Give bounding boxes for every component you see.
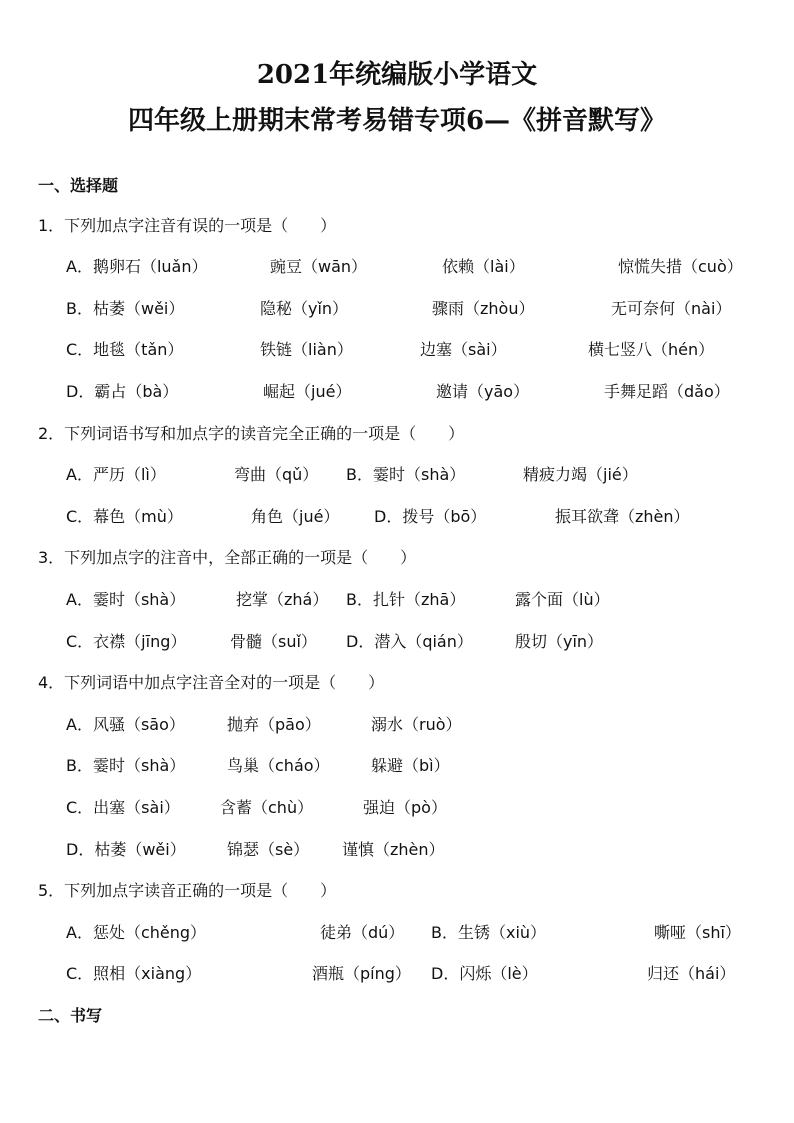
question-5-stem: 5．下列加点字读音正确的一项是（ ） xyxy=(38,881,337,900)
q5-option-item: D．闪烁（lè） xyxy=(431,964,538,983)
q4-option-c-item: C．出塞（sài） xyxy=(66,798,180,817)
q4-option-a-item: 溺水（ruò） xyxy=(371,715,462,734)
q1-option-c-item: 铁链（liàn） xyxy=(260,340,353,359)
q5-option-item: A．惩处（chěng） xyxy=(66,923,207,942)
q2-option-item: D．拨号（bō） xyxy=(374,507,487,526)
q1-option-a-item: 依赖（lài） xyxy=(442,257,525,276)
q4-option-b-item: B．霎时（shà） xyxy=(66,756,186,775)
q5-option-item: 归还（hái） xyxy=(647,964,736,983)
question-3-stem: 3．下列加点字的注音中，全部正确的一项是（ ） xyxy=(38,548,417,567)
q2-option-item: 弯曲（qǔ） xyxy=(234,465,319,484)
q2-option-item: 精疲力竭（jié） xyxy=(523,465,638,484)
q5-option-item: 酒瓶（píng） xyxy=(312,964,411,983)
q5-option-item: 嘶哑（shī） xyxy=(654,923,741,942)
section-heading-writing: 二、书写 xyxy=(38,1006,103,1025)
q3-option-item: C．衣襟（jīng） xyxy=(66,632,187,651)
q4-option-c-item: 含蓄（chù） xyxy=(220,798,314,817)
q4-option-a-item: A．风骚（sāo） xyxy=(66,715,185,734)
q2-option-item: B．霎时（shà） xyxy=(346,465,466,484)
q3-option-item: 骨髓（suǐ） xyxy=(230,632,317,651)
question-4-stem: 4．下列词语中加点字注音全对的一项是（ ） xyxy=(38,673,385,692)
q1-option-c-item: C．地毯（tǎn） xyxy=(66,340,184,359)
q2-option-item: C．幕色（mù） xyxy=(66,507,183,526)
q1-option-c-item: 边塞（sài） xyxy=(420,340,507,359)
section-heading-choice: 一、选择题 xyxy=(38,176,119,195)
q3-option-item: B．扎针（zhā） xyxy=(346,590,466,609)
q1-option-d-item: D．霸占（bà） xyxy=(66,382,179,401)
q1-option-a-item: A．鹅卵石（luǎn） xyxy=(66,257,208,276)
q4-option-a-item: 抛弃（pāo） xyxy=(227,715,321,734)
q2-option-item: 角色（jué） xyxy=(251,507,340,526)
q1-option-a-item: 豌豆（wān） xyxy=(270,257,368,276)
q1-option-a-item: 惊慌失措（cuò） xyxy=(618,257,743,276)
q1-option-d-item: 手舞足蹈（dǎo） xyxy=(604,382,730,401)
q1-option-d-item: 邀请（yāo） xyxy=(436,382,530,401)
q3-option-item: A．霎时（shà） xyxy=(66,590,186,609)
q4-option-d-item: D．枯萎（wěi） xyxy=(66,840,186,859)
q3-option-item: D．潜入（qián） xyxy=(346,632,473,651)
q1-option-b-item: B．枯萎（wěi） xyxy=(66,299,185,318)
q5-option-item: 徒弟（dú） xyxy=(320,923,405,942)
q4-option-d-item: 谨慎（zhèn） xyxy=(342,840,445,859)
q4-option-d-item: 锦瑟（sè） xyxy=(227,840,310,859)
q4-option-c-item: 强迫（pò） xyxy=(363,798,447,817)
q1-option-b-item: 骤雨（zhòu） xyxy=(432,299,535,318)
title-line-1: 2021年统编版小学语文 xyxy=(256,60,538,90)
q3-option-item: 挖掌（zhá） xyxy=(236,590,329,609)
q2-option-item: 振耳欲聋（zhèn） xyxy=(555,507,690,526)
q1-option-b-item: 无可奈何（nài） xyxy=(611,299,732,318)
q5-option-item: B．生锈（xiù） xyxy=(431,923,547,942)
q4-option-b-item: 躲避（bì） xyxy=(371,756,450,775)
q1-option-d-item: 崛起（jué） xyxy=(263,382,352,401)
question-1-stem: 1．下列加点字注音有误的一项是（ ） xyxy=(38,216,337,235)
question-2-stem: 2．下列词语书写和加点字的读音完全正确的一项是（ ） xyxy=(38,424,465,443)
q1-option-c-item: 横七竖八（hén） xyxy=(588,340,715,359)
q1-option-b-item: 隐秘（yǐn） xyxy=(260,299,349,318)
q4-option-b-item: 鸟巢（cháo） xyxy=(227,756,330,775)
q2-option-item: A．严历（lì） xyxy=(66,465,166,484)
title-line-2: 四年级上册期末常考易错专项6—《拼音默写》 xyxy=(127,106,667,136)
q5-option-item: C．照相（xiàng） xyxy=(66,964,202,983)
q3-option-item: 殷切（yīn） xyxy=(515,632,604,651)
q3-option-item: 露个面（lù） xyxy=(515,590,610,609)
